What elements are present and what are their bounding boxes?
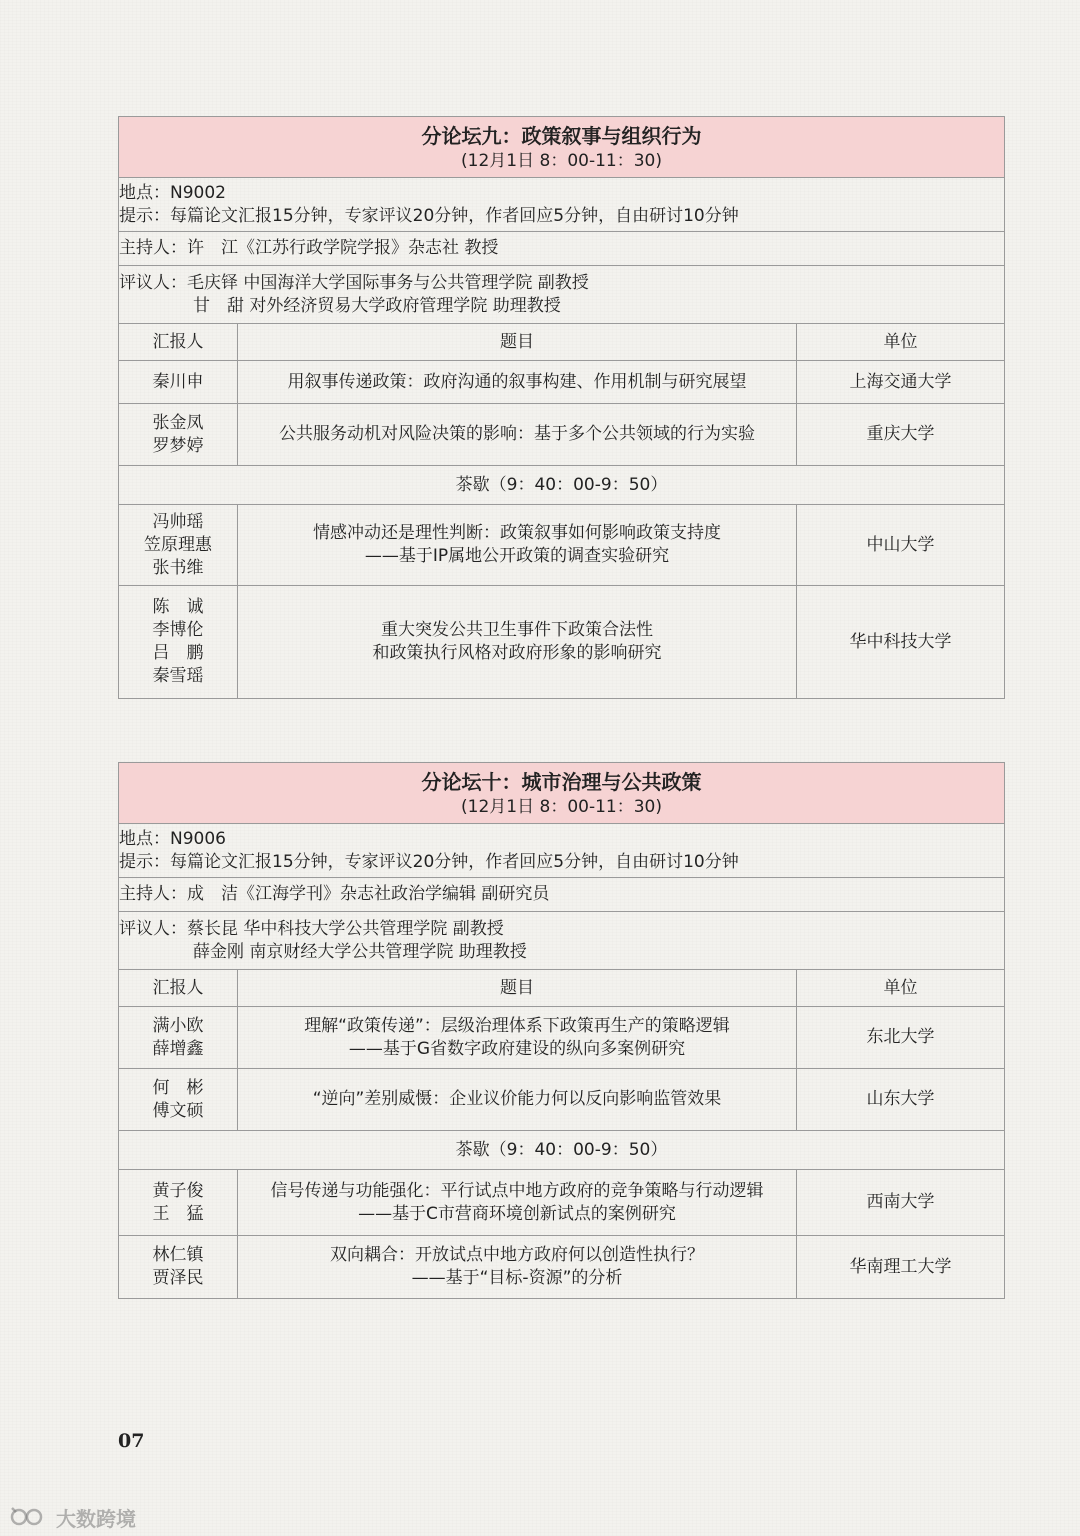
unit-cell: 东北大学 xyxy=(797,1007,1005,1069)
reviewer-name: 甘 甜 对外经济贸易大学政府管理学院 助理教授 xyxy=(193,295,561,316)
forum-header-row xyxy=(119,763,1005,824)
forum-9-table xyxy=(118,116,1005,699)
topic-cell xyxy=(238,1170,797,1236)
unit-cell: 重庆大学 xyxy=(797,404,1005,466)
presenter-name: 贾泽民 xyxy=(152,1268,204,1288)
forum-time: (12月1日 8：00-11：30) xyxy=(461,797,662,817)
reviewer-name: 薛金刚 南京财经大学公共管理学院 助理教授 xyxy=(193,941,527,962)
col-header-topic: 题目 xyxy=(238,324,797,361)
watermark xyxy=(10,1500,136,1534)
location-text: 地点：N9002 xyxy=(119,182,226,203)
presenter-name: 罗梦婷 xyxy=(152,435,204,456)
topic-line: 重大突发公共卫生事件下政策合法性 xyxy=(381,620,653,640)
host-cell xyxy=(119,232,1005,266)
tea-break-row xyxy=(119,466,1005,505)
topic-line: 信号传递与功能强化：平行试点中地方政府的竞争策略与行动逻辑 xyxy=(270,1180,764,1201)
table-row xyxy=(119,361,1005,404)
presenter-name: 黄子俊 xyxy=(152,1180,204,1201)
presenters-cell xyxy=(119,505,238,586)
presenter-name: 张金凤 xyxy=(152,412,204,433)
presenters-cell xyxy=(119,1236,238,1299)
forum-time: (12月1日 8：00-11：30) xyxy=(461,151,662,171)
topic-line: 公共服务动机对风险决策的影响：基于多个公共领域的行为实验 xyxy=(279,424,755,444)
topic-line: 用叙事传递政策：政府沟通的叙事构建、作用机制与研究展望 xyxy=(287,371,747,392)
column-header-row xyxy=(119,324,1005,361)
forum-title: 分论坛九：政策叙事与组织行为 xyxy=(421,124,702,148)
forum-10-table xyxy=(118,762,1005,1299)
forum-title: 分论坛十：城市治理与公共政策 xyxy=(421,770,702,794)
presenter-name: 冯帅瑶 xyxy=(152,511,204,532)
topic-line: 双向耦合：开放试点中地方政府何以创造性执行？ xyxy=(330,1245,704,1265)
table-row xyxy=(119,586,1005,699)
tip-text: 提示：每篇论文汇报15分钟，专家评议20分钟，作者回应5分钟，自由研讨10分钟 xyxy=(119,851,739,872)
presenter-name: 傅文硕 xyxy=(152,1100,204,1121)
topic-line: 和政策执行风格对政府形象的影响研究 xyxy=(372,643,662,663)
topic-line: ——基于C市营商环境创新试点的案例研究 xyxy=(358,1203,676,1224)
table-row xyxy=(119,1069,1005,1131)
presenter-name: 林仁镇 xyxy=(152,1245,204,1265)
reviewers-cell xyxy=(119,266,1005,324)
topic-cell xyxy=(238,586,797,699)
reviewer-line: 评议人：蔡长昆 华中科技大学公共管理学院 副教授 xyxy=(119,918,504,939)
presenters-cell xyxy=(119,404,238,466)
topic-line: 理解“政策传递”：层级治理体系下政策再生产的策略逻辑 xyxy=(304,1015,730,1036)
location-tip-cell xyxy=(119,178,1005,232)
tea-break: 茶歇（9：40：00-9：50） xyxy=(119,466,1005,505)
tea-break-row xyxy=(119,1131,1005,1170)
forum-header xyxy=(119,763,1005,824)
table-row xyxy=(119,1170,1005,1236)
unit-cell: 华中科技大学 xyxy=(797,586,1005,699)
tip-text: 提示：每篇论文汇报15分钟，专家评议20分钟，作者回应5分钟，自由研讨10分钟 xyxy=(119,205,739,226)
col-header-unit: 单位 xyxy=(797,324,1005,361)
table-row xyxy=(119,505,1005,586)
col-header-presenter: 汇报人 xyxy=(119,324,238,361)
unit-cell: 山东大学 xyxy=(797,1069,1005,1131)
table-row xyxy=(119,404,1005,466)
reviewer-line xyxy=(119,941,1004,964)
presenter-name: 王 猛 xyxy=(152,1203,204,1224)
topic-cell xyxy=(238,404,797,466)
presenters-cell xyxy=(119,1069,238,1131)
table-row xyxy=(119,1007,1005,1069)
presenter-name: 陈 诚 xyxy=(152,597,204,617)
topic-line: 情感冲动还是理性判断：政策叙事如何影响政策支持度 xyxy=(313,523,721,543)
watermark-text: 大数跨境 xyxy=(56,1506,136,1531)
location-tip-cell xyxy=(119,824,1005,878)
presenters-cell xyxy=(119,586,238,699)
presenter-name: 秦川申 xyxy=(152,371,204,392)
topic-cell xyxy=(238,505,797,586)
topic-cell xyxy=(238,1236,797,1299)
watermark-logo-icon xyxy=(10,1504,50,1530)
topic-line: ——基于“目标-资源”的分析 xyxy=(411,1268,623,1288)
presenter-name: 张书维 xyxy=(152,557,204,578)
unit-cell: 上海交通大学 xyxy=(797,361,1005,404)
page-number: 07 xyxy=(118,1430,145,1452)
presenter-name: 薛增鑫 xyxy=(152,1038,204,1059)
col-header-unit: 单位 xyxy=(797,970,1005,1007)
presenter-name: 满小欧 xyxy=(152,1015,204,1036)
unit-cell: 西南大学 xyxy=(797,1170,1005,1236)
column-header-row xyxy=(119,970,1005,1007)
topic-line: “逆向”差别威慑：企业议价能力何以反向影响监管效果 xyxy=(312,1089,722,1109)
col-header-topic: 题目 xyxy=(238,970,797,1007)
location-text: 地点：N9006 xyxy=(119,828,226,849)
forum-header xyxy=(119,117,1005,178)
reviewer-line: 评议人：毛庆铎 中国海洋大学国际事务与公共管理学院 副教授 xyxy=(119,272,589,293)
tea-break: 茶歇（9：40：00-9：50） xyxy=(119,1131,1005,1170)
table-row xyxy=(119,1236,1005,1299)
presenters-cell xyxy=(119,361,238,404)
reviewer-line xyxy=(119,295,1004,318)
unit-cell: 中山大学 xyxy=(797,505,1005,586)
reviewers-cell xyxy=(119,912,1005,970)
unit-cell: 华南理工大学 xyxy=(797,1236,1005,1299)
topic-cell xyxy=(238,361,797,404)
presenter-name: 李博伦 xyxy=(152,620,204,640)
col-header-presenter: 汇报人 xyxy=(119,970,238,1007)
topic-cell xyxy=(238,1069,797,1131)
presenter-name: 秦雪瑶 xyxy=(152,666,204,686)
presenters-cell xyxy=(119,1007,238,1069)
presenters-cell xyxy=(119,1170,238,1236)
host-cell xyxy=(119,878,1005,912)
forum-header-row xyxy=(119,117,1005,178)
presenter-name: 何 彬 xyxy=(152,1077,204,1098)
topic-line: ——基于G省数字政府建设的纵向多案例研究 xyxy=(348,1038,686,1059)
topic-cell xyxy=(238,1007,797,1069)
presenter-name: 笠原理惠 xyxy=(144,534,212,555)
presenter-name: 吕 鹏 xyxy=(152,643,204,663)
topic-line: ——基于IP属地公开政策的调查实验研究 xyxy=(364,546,670,566)
host-text: 主持人：许 江《江苏行政学院学报》杂志社 教授 xyxy=(119,238,499,258)
host-text: 主持人：成 洁《江海学刊》杂志社政治学编辑 副研究员 xyxy=(119,884,550,904)
